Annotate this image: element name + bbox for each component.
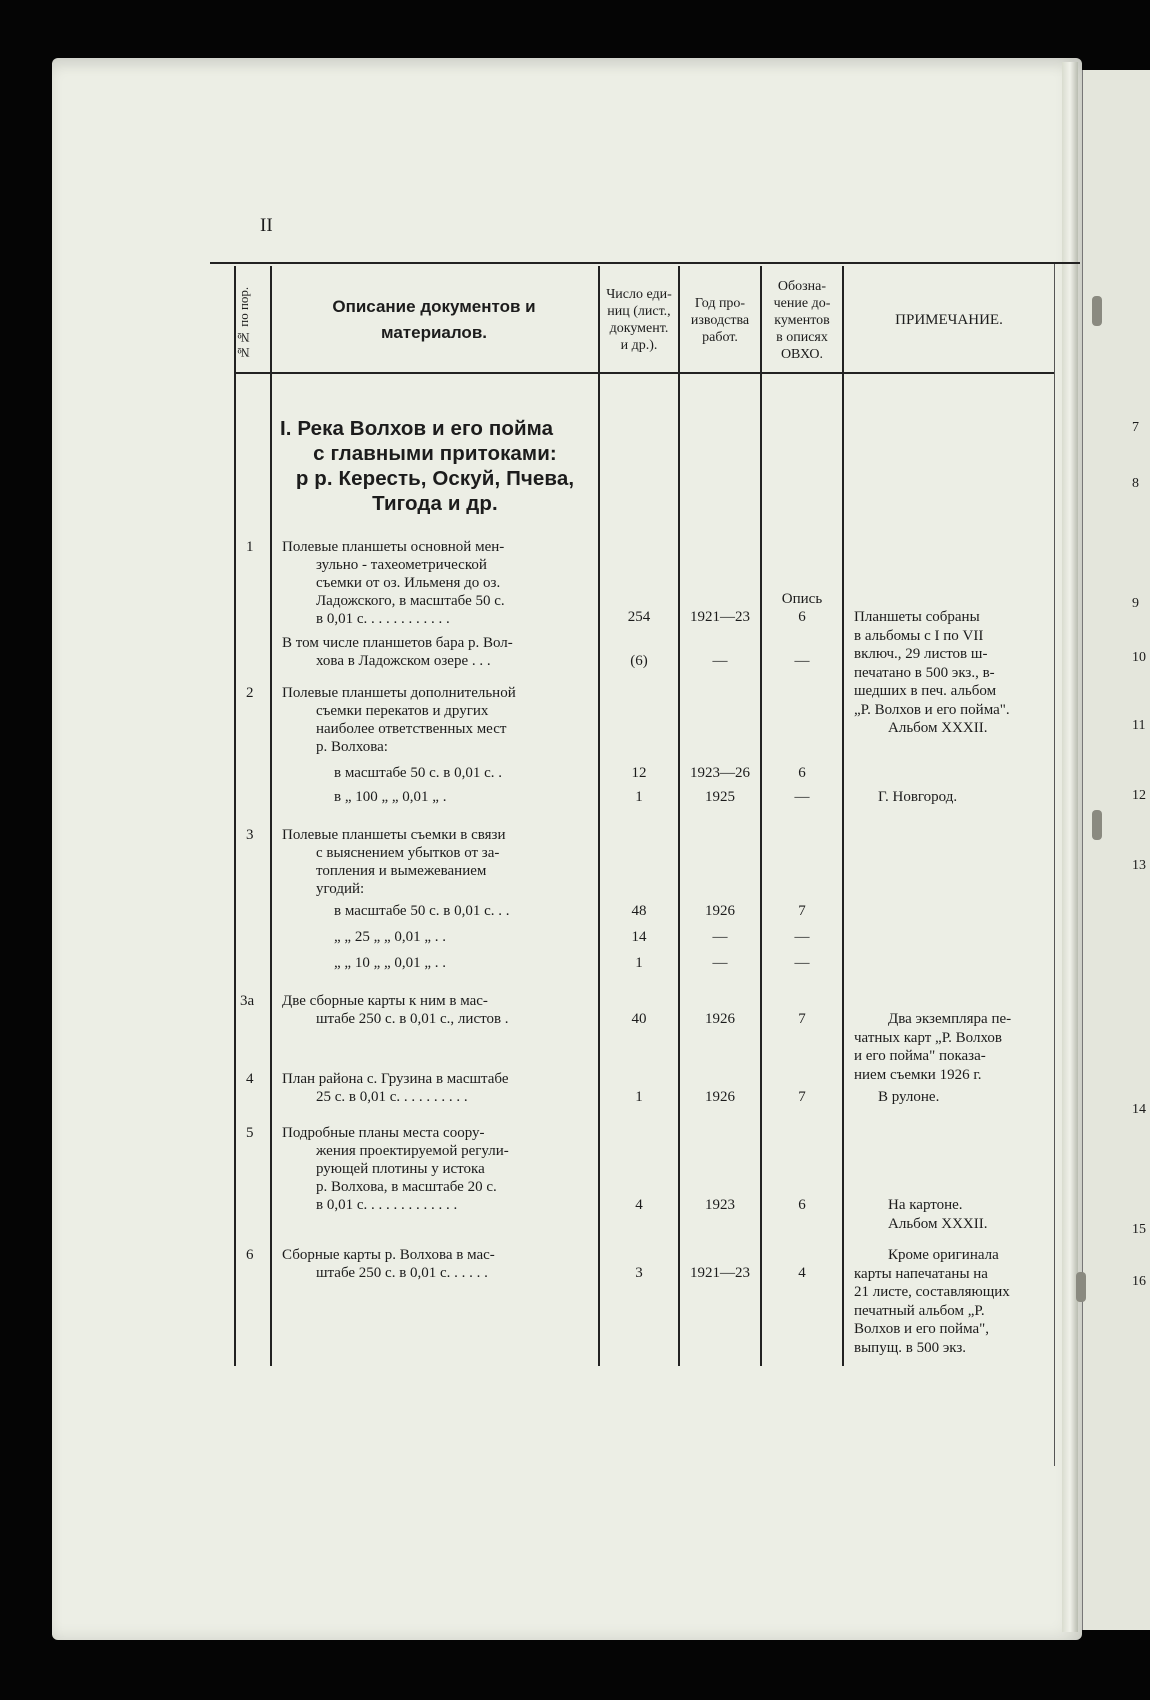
row-subitem: в „ 100 „ „ 0,01 „ . bbox=[334, 789, 447, 805]
row-year: — bbox=[712, 929, 728, 945]
row-note: Кроме оригинала карты напечатаны на 21 листе, составляющих печатный альбом „Р. Волхов и его пойма", выпущ. в 500 экз. bbox=[854, 1247, 1010, 1356]
row-subitem: „ „ 25 „ „ 0,01 „ . . bbox=[334, 929, 447, 945]
row-year: 1926 bbox=[705, 903, 735, 919]
section-title: I. Река Волхов и его пойма с главными притоками: р р. Кересть, Оскуй, Пчева, Тигода и др. bbox=[280, 417, 575, 515]
row-note: В рулоне. bbox=[878, 1089, 940, 1105]
row-code: — bbox=[794, 955, 810, 971]
row-description: Две сборные карты к ним в мас- штабе 250 с. в 0,01 с., листов . bbox=[282, 993, 509, 1027]
row-number: 4 bbox=[246, 1071, 254, 1087]
row-count: 3 bbox=[635, 1265, 643, 1281]
row-number: 3а bbox=[240, 993, 255, 1009]
row-year: 1921—23 bbox=[690, 609, 750, 625]
row-code: 4 bbox=[798, 1265, 806, 1281]
header-description: Описание документов и материалов. bbox=[332, 297, 536, 342]
adjacent-row-number: 16 bbox=[1132, 1274, 1146, 1289]
row-description: В том числе планшетов бара р. Вол- хова в Ладожском озере . . . bbox=[282, 635, 513, 669]
header-count: Число еди- ниц (лист., документ. и др.). bbox=[606, 287, 672, 353]
row-count: 254 bbox=[627, 609, 651, 625]
row-year: — bbox=[712, 653, 728, 669]
adjacent-row-number: 8 bbox=[1132, 476, 1139, 491]
row-subitem: в масштабе 50 с. в 0,01 с. . . bbox=[334, 903, 510, 919]
row-year: 1926 bbox=[705, 1011, 735, 1027]
binding-stitch bbox=[1092, 810, 1102, 840]
row-number: 6 bbox=[246, 1247, 254, 1263]
row-code: 7 bbox=[798, 1089, 806, 1105]
header-rule bbox=[210, 262, 1080, 264]
row-year: 1923 bbox=[705, 1197, 735, 1213]
row-description: Сборные карты р. Волхова в мас- штабе 250 с. в 0,01 с. . . . . . bbox=[282, 1247, 495, 1281]
row-code: 6 bbox=[798, 765, 806, 781]
row-number: 3 bbox=[246, 827, 254, 843]
row-code: 6 bbox=[798, 1197, 806, 1213]
header-number: №№ по пор. bbox=[236, 286, 251, 360]
row-year: — bbox=[712, 955, 728, 971]
adjacent-row-number: 14 bbox=[1132, 1102, 1146, 1117]
binding-stitch bbox=[1092, 296, 1102, 326]
row-year: 1925 bbox=[705, 789, 735, 805]
row-count: 40 bbox=[631, 1011, 647, 1027]
row-code: — bbox=[794, 789, 810, 805]
row-description: Полевые планшеты основной мен- зульно - тахеометрической съемки от оз. Ильменя до оз. Ладожского, в масштабе 50 с. в 0,01 с. . . . . . . . . . . . bbox=[282, 539, 505, 627]
row-count: 14 bbox=[631, 929, 647, 945]
row-description: План района с. Грузина в масштабе 25 с. в 0,01 с. . . . . . . . . . bbox=[282, 1071, 509, 1105]
adjacent-row-number: 10 bbox=[1132, 650, 1146, 665]
row-code: — bbox=[794, 653, 810, 669]
row-count: 1 bbox=[635, 955, 643, 971]
row-number: 5 bbox=[246, 1125, 254, 1141]
book-spine bbox=[1062, 62, 1078, 1632]
row-note: Планшеты собраны в альбомы с I по VII включ., 29 листов ш- печатано в 500 экз., в- шедших в печ. альбом „Р. Волхов и его пойма". Альбом XXXII. bbox=[854, 609, 1010, 736]
row-count: 4 bbox=[635, 1197, 643, 1213]
adjacent-row-number: 12 bbox=[1132, 788, 1146, 803]
row-count: (6) bbox=[630, 653, 648, 669]
page-number: II bbox=[260, 215, 273, 236]
row-count: 12 bbox=[631, 765, 647, 781]
row-subitem: в масштабе 50 с. в 0,01 с. . bbox=[334, 765, 502, 781]
row-code: 7 bbox=[798, 1011, 806, 1027]
row-count: 1 bbox=[635, 1089, 643, 1105]
adjacent-row-number: 13 bbox=[1132, 858, 1146, 873]
row-code: 6 bbox=[798, 609, 806, 625]
row-year: 1921—23 bbox=[690, 1265, 750, 1281]
row-description: Полевые планшеты съемки в связи с выяснением убытков от за- топления и вымежеванием угодий: bbox=[282, 827, 506, 897]
row-year: 1923—26 bbox=[690, 765, 750, 781]
row-subitem: „ „ 10 „ „ 0,01 „ . . bbox=[334, 955, 447, 971]
adjacent-row-number: 9 bbox=[1132, 596, 1139, 611]
adjacent-row-number: 11 bbox=[1132, 718, 1146, 733]
row-count: 48 bbox=[631, 903, 647, 919]
row-code: 7 bbox=[798, 903, 806, 919]
row-description: Полевые планшеты дополнительной съемки перекатов и других наиболее ответственных мест р. Волхова: bbox=[282, 685, 516, 755]
adjacent-row-number: 7 bbox=[1132, 420, 1139, 435]
row-code-label: Опись bbox=[781, 591, 823, 607]
row-year: 1926 bbox=[705, 1089, 735, 1105]
inventory-table bbox=[234, 266, 1054, 1366]
row-number: 1 bbox=[246, 539, 254, 555]
row-count: 1 bbox=[635, 789, 643, 805]
binding-stitch bbox=[1076, 1272, 1086, 1302]
adjacent-row-number: 15 bbox=[1132, 1222, 1146, 1237]
header-code: Обозна- чение до- кументов в описях ОВХО. bbox=[773, 278, 831, 362]
row-note: На картоне. Альбом XXXII. bbox=[888, 1197, 988, 1232]
row-note: Г. Новгород. bbox=[878, 789, 958, 805]
header-note: ПРИМЕЧАНИЕ. bbox=[895, 311, 1003, 328]
header-year: Год про- изводства работ. bbox=[690, 295, 750, 345]
row-number: 2 bbox=[246, 685, 254, 701]
row-code: — bbox=[794, 929, 810, 945]
row-description: Подробные планы места соору- жения проектируемой регули- рующей плотины у истока р. Волхова, в масштабе 20 с. в 0,01 с. . . . . . . . . . . . . bbox=[282, 1125, 509, 1213]
row-note: Два экземпляра пе- чатных карт „Р. Волхов и его пойма" показа- нием съемки 1926 г. bbox=[854, 1011, 1012, 1083]
